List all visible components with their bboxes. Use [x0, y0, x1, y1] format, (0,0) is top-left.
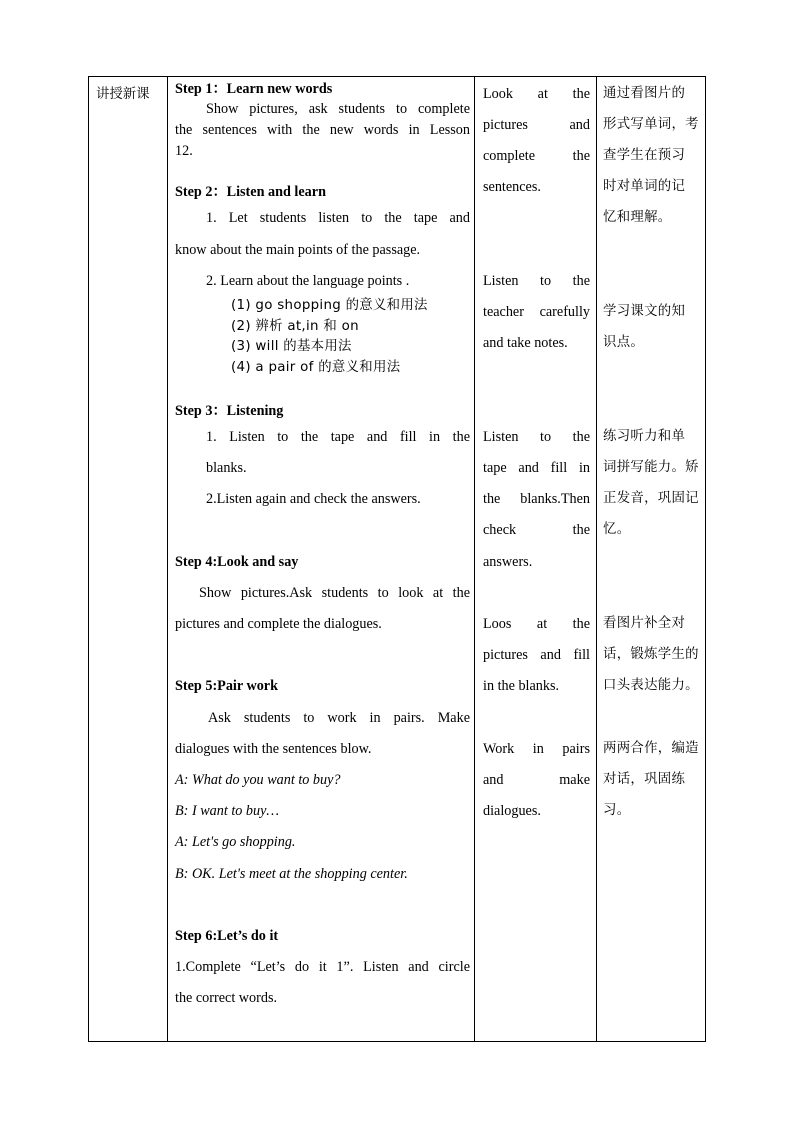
- purpose-line: 形式写单词，考: [603, 117, 699, 132]
- purpose-line: 两两合作，编造: [603, 741, 699, 756]
- purpose-line: 通过看图片的: [603, 86, 686, 101]
- student-activity-line: complete the: [483, 148, 590, 164]
- step-3-title: Step 3：Listening: [175, 403, 284, 419]
- purpose-line: 对话，巩固练: [603, 772, 686, 787]
- dialogue-line: A: What do you want to buy?: [175, 772, 341, 788]
- student-activity-line: pictures and fill: [483, 647, 590, 663]
- step-6-line: 1.Complete “Let’s do it 1”. Listen and circle: [175, 959, 470, 975]
- student-activity-line: Listen to the: [483, 429, 590, 445]
- step-3-item: blanks.: [206, 460, 247, 476]
- step-6-title: Step 6:Let’s do it: [175, 928, 279, 944]
- student-activity-line: Work in pairs: [483, 741, 590, 757]
- language-point: (1) go shopping 的意义和用法: [231, 298, 428, 313]
- step-2-item: 2. Learn about the language points .: [206, 273, 410, 289]
- student-activity-line: pictures and: [483, 117, 590, 133]
- purpose-line: 学习课文的知: [603, 304, 686, 319]
- purpose-line: 口头表达能力。: [603, 678, 699, 693]
- dialogue-line: A: Let's go shopping.: [175, 834, 296, 850]
- step-4-line: pictures and complete the dialogues.: [175, 616, 382, 632]
- step-2-item: 1. Let students listen to the tape and: [206, 210, 470, 226]
- student-activity-line: the blanks.Then: [483, 491, 590, 507]
- purpose-line: 识点。: [603, 335, 645, 350]
- student-activity-line: Look at the: [483, 86, 590, 102]
- step-5-line: dialogues with the sentences blow.: [175, 741, 372, 757]
- lesson-table: [88, 76, 706, 1042]
- step-5-title: Step 5:Pair work: [175, 678, 278, 694]
- purpose-line: 忆和理解。: [603, 210, 672, 225]
- purpose-line: 习。: [603, 803, 631, 818]
- student-activity-line: tape and fill in: [483, 460, 590, 476]
- step-1-line: Show pictures, ask students to complete: [206, 101, 470, 117]
- column-divider: [167, 77, 168, 1041]
- student-activity-line: dialogues.: [483, 803, 541, 819]
- student-activity-line: and make: [483, 772, 590, 788]
- step-2-title: Step 2：Listen and learn: [175, 184, 326, 200]
- step-2-item: know about the main points of the passage.: [175, 242, 421, 258]
- column-divider: [474, 77, 475, 1041]
- purpose-line: 忆。: [603, 522, 631, 537]
- language-point: (2) 辨析 at,in 和 on: [231, 319, 359, 334]
- purpose-line: 词拼写能力。矫: [603, 460, 699, 475]
- purpose-line: 练习听力和单: [603, 429, 686, 444]
- step-1-line: the sentences with the new words in Lesson: [175, 122, 470, 138]
- language-point: (3) will 的基本用法: [231, 339, 352, 354]
- student-activity-line: Loos at the: [483, 616, 590, 632]
- student-activity-line: answers.: [483, 554, 533, 570]
- step-1-line: 12.: [175, 143, 193, 159]
- purpose-line: 时对单词的记: [603, 179, 686, 194]
- step-4-title: Step 4:Look and say: [175, 554, 299, 570]
- step-6-line: the correct words.: [175, 990, 278, 1006]
- step-5-line: Ask students to work in pairs. Make: [208, 710, 470, 726]
- dialogue-line: B: I want to buy…: [175, 803, 280, 819]
- section-label: 讲授新课: [96, 87, 150, 102]
- student-activity-line: check the: [483, 522, 590, 538]
- student-activity-line: sentences.: [483, 179, 541, 195]
- step-4-line: Show pictures.Ask students to look at the: [199, 585, 470, 601]
- purpose-line: 正发音，巩固记: [603, 491, 699, 506]
- step-1-title: Step 1：Learn new words: [175, 81, 333, 97]
- column-divider: [596, 77, 597, 1041]
- step-3-item: 2.Listen again and check the answers.: [206, 491, 421, 507]
- purpose-line: 看图片补全对: [603, 616, 686, 631]
- student-activity-line: in the blanks.: [483, 678, 560, 694]
- dialogue-line: B: OK. Let's meet at the shopping center.: [175, 866, 408, 882]
- step-3-item: 1. Listen to the tape and fill in the: [206, 429, 470, 445]
- student-activity-line: teacher carefully: [483, 304, 590, 320]
- purpose-line: 话，锻炼学生的: [603, 647, 699, 662]
- student-activity-line: and take notes.: [483, 335, 568, 351]
- student-activity-line: Listen to the: [483, 273, 590, 289]
- purpose-line: 查学生在预习: [603, 148, 686, 163]
- language-point: (4) a pair of 的意义和用法: [231, 360, 401, 375]
